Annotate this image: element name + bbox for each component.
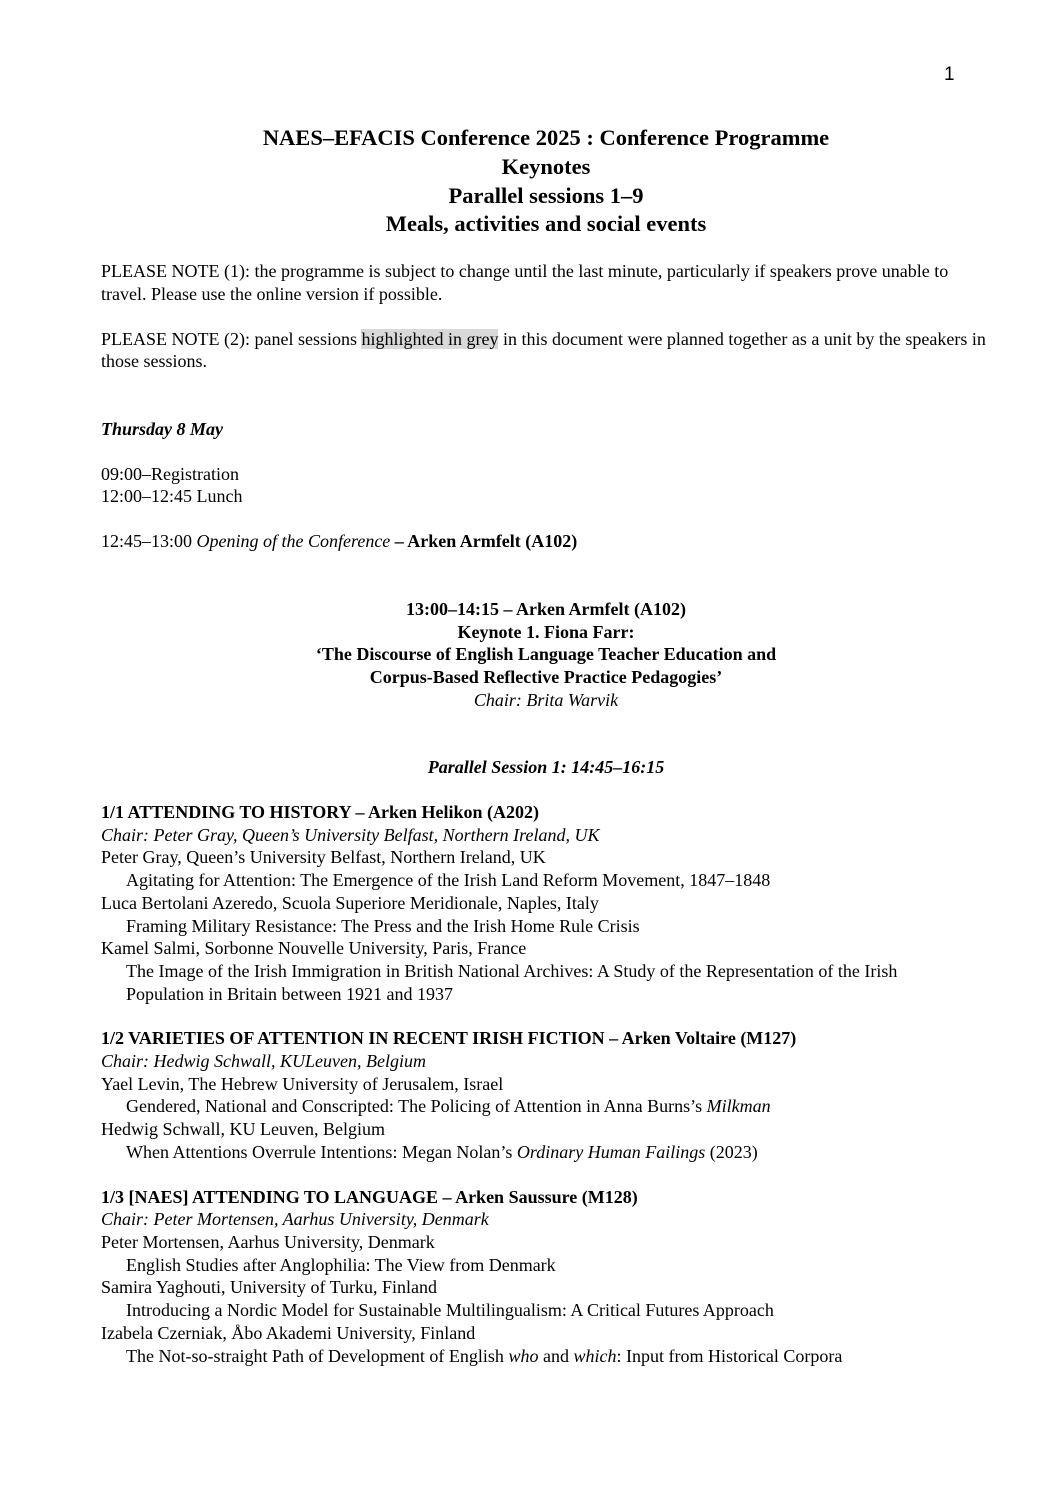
speaker-affiliation: Luca Bertolani Azeredo, Scuola Superiore Meridionale, Naples, Italy <box>101 892 599 913</box>
document-body <box>101 124 991 1367</box>
paper-title-italic: which <box>573 1345 617 1366</box>
schedule-item-registration: 09:00–Registration <box>101 463 239 484</box>
paper-title: English Studies after Anglophilia: The View from Denmark <box>126 1254 556 1275</box>
speaker-affiliation: Peter Gray, Queen’s University Belfast, Northern Ireland, UK <box>101 847 546 868</box>
paper-title-italic: Ordinary Human Failings <box>516 1141 706 1162</box>
note-1-text: PLEASE NOTE (1): the programme is subject to change until the last minute, particularly if speakers prove unable to travel. Please use the online version if possible. <box>101 261 949 304</box>
document-title <box>101 124 991 239</box>
keynote-speaker: Keynote 1. Fiona Farr: <box>457 621 635 642</box>
title-line-4: Meals, activities and social events <box>385 211 707 237</box>
paper-title <box>101 1345 991 1368</box>
paper-title: The Image of the Irish Immigration in British National Archives: A Study of the Representation of the Irish <box>126 960 898 981</box>
session-heading: 1/2 VARIETIES OF ATTENTION IN RECENT IRISH FICTION – Arken Voltaire (M127) <box>101 1028 797 1049</box>
speaker-affiliation: Peter Mortensen, Aarhus University, Denmark <box>101 1231 435 1252</box>
paper-title: Agitating for Attention: The Emergence of the Irish Land Reform Movement, 1847–1848 <box>126 870 771 891</box>
opening-label: Opening of the Conference <box>196 531 391 552</box>
schedule-item-lunch: 12:00–12:45 Lunch <box>101 486 243 507</box>
paper-title <box>101 1141 991 1164</box>
session-1-1 <box>101 801 991 1005</box>
grey-highlight-text: highlighted in grey <box>361 328 499 349</box>
session-chair: Chair: Hedwig Schwall, KULeuven, Belgium <box>101 1051 426 1072</box>
parallel-session-heading: Parallel Session 1: 14:45–16:15 <box>427 757 665 778</box>
note-1 <box>101 260 991 305</box>
paper-title-italic: who <box>508 1345 539 1366</box>
paper-title-text-end: : Input from Historical Corpora <box>616 1345 843 1366</box>
paper-title-text: Gendered, National and Conscripted: The Policing of Attention in Anna Burns’s <box>126 1096 707 1117</box>
paper-title: Framing Military Resistance: The Press and the Irish Home Rule Crisis <box>126 915 640 936</box>
paper-title <box>101 1095 991 1118</box>
page-number: 1 <box>944 64 955 85</box>
paper-title-text: The Not-so-straight Path of Development of English <box>126 1345 509 1366</box>
paper-title: Introducing a Nordic Model for Sustainable Multilingualism: A Critical Futures Approach <box>126 1300 774 1321</box>
note-2 <box>101 328 991 373</box>
paper-title-continued: Population in Britain between 1921 and 1937 <box>126 983 453 1004</box>
paper-title-italic: Milkman <box>706 1096 771 1117</box>
title-line-2: Keynotes <box>501 153 591 179</box>
speaker-affiliation: Kamel Salmi, Sorbonne Nouvelle University, Paris, France <box>101 938 527 959</box>
session-chair: Chair: Peter Mortensen, Aarhus University, Denmark <box>101 1209 489 1230</box>
speaker-affiliation: Hedwig Schwall, KU Leuven, Belgium <box>101 1119 385 1140</box>
title-line-1: NAES–EFACIS Conference 2025 : Conference Programme <box>262 125 830 150</box>
paper-title-text: and <box>538 1345 574 1366</box>
opening-venue: – Arken Armfelt (A102) <box>390 531 578 552</box>
keynote-time-venue: 13:00–14:15 – Arken Armfelt (A102) <box>406 598 686 619</box>
session-heading: 1/3 [NAES] ATTENDING TO LANGUAGE – Arken Saussure (M128) <box>101 1186 638 1207</box>
opening-line <box>101 530 991 553</box>
paper-title-text-end: (2023) <box>705 1141 758 1162</box>
note-2-text-start: PLEASE NOTE (2): panel sessions <box>101 328 362 349</box>
note-2-text-end: in this document were planned together as a unit by the speakers in those sessions. <box>101 328 986 372</box>
keynote-title-line-2: Corpus-Based Reflective Practice Pedagogies’ <box>369 666 723 687</box>
session-1-2 <box>101 1027 991 1163</box>
speaker-affiliation: Samira Yaghouti, University of Turku, Finland <box>101 1277 438 1298</box>
opening-time: 12:45–13:00 <box>101 531 197 552</box>
speaker-affiliation: Izabela Czerniak, Åbo Akademi University, Finland <box>101 1322 476 1343</box>
paper-title-text: When Attentions Overrule Intentions: Megan Nolan’s <box>126 1141 517 1162</box>
session-1-3 <box>101 1186 991 1368</box>
title-line-3: Parallel sessions 1–9 <box>448 182 644 208</box>
keynote-chair: Chair: Brita Warvik <box>473 689 619 710</box>
schedule-list <box>101 463 991 508</box>
speaker-affiliation: Yael Levin, The Hebrew University of Jerusalem, Israel <box>101 1073 504 1094</box>
session-chair: Chair: Peter Gray, Queen’s University Belfast, Northern Ireland, UK <box>101 824 600 845</box>
day-heading: Thursday 8 May <box>101 419 224 439</box>
keynote-title-line-1: ‘The Discourse of English Language Teacher Education and <box>315 644 777 665</box>
session-heading: 1/1 ATTENDING TO HISTORY – Arken Helikon (A202) <box>101 802 539 823</box>
keynote-block <box>101 598 991 712</box>
